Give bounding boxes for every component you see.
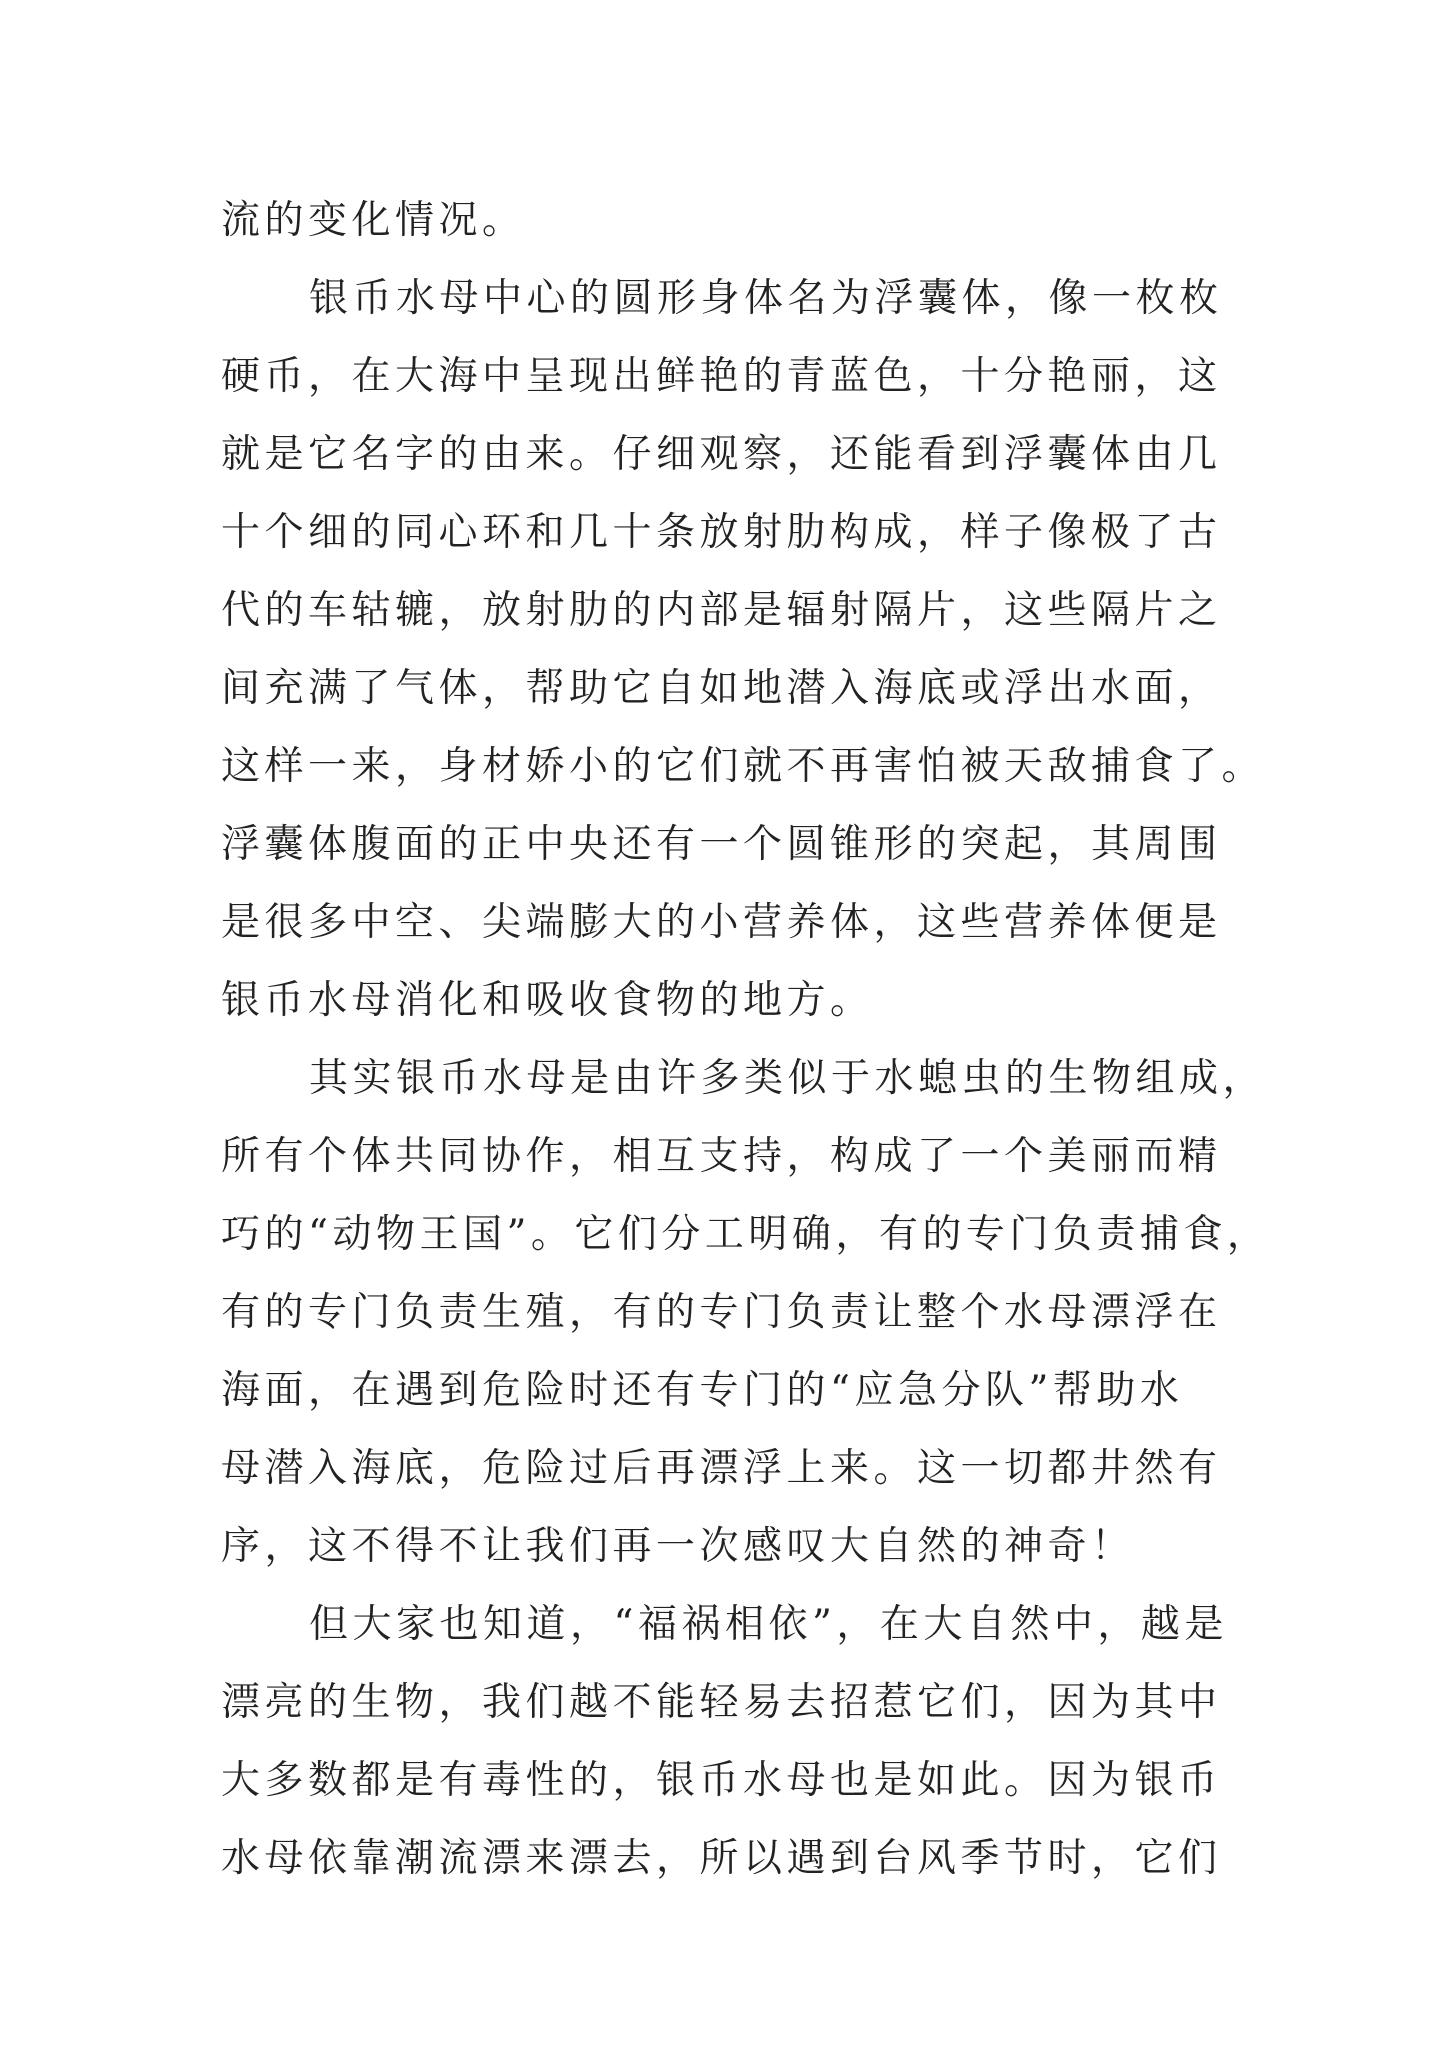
- text-line: 其实银币水母是由许多类似于水螅虫的生物组成，: [309, 1056, 1267, 1101]
- text-line: 代的车轱辘，放射肋的内部是辐射隔片，这些隔片之: [221, 588, 1222, 633]
- text-line: 巧的“动物王国”。它们分工明确，有的专门负责捕食，: [221, 1212, 1271, 1257]
- text-line: 水母依靠潮流漂来漂去，所以遇到台风季节时，它们: [221, 1836, 1222, 1881]
- paragraph-continuation: [221, 182, 1241, 260]
- text-line: 是很多中空、尖端膨大的小营养体，这些营养体便是: [221, 900, 1222, 945]
- paragraph-colony: [221, 1040, 1271, 1586]
- text-line: 所有个体共同协作，相互支持，构成了一个美丽而精: [221, 1134, 1222, 1179]
- text-line: 海面，在遇到危险时还有专门的“应急分队”帮助水: [221, 1368, 1184, 1413]
- text-line: 漂亮的生物，我们越不能轻易去招惹它们，因为其中: [221, 1680, 1222, 1725]
- paragraph-float-body: [221, 260, 1266, 1040]
- text-line: 母潜入海底，危险过后再漂浮上来。这一切都井然有: [221, 1446, 1222, 1491]
- text-line: 银币水母消化和吸收食物的地方。: [221, 978, 874, 1023]
- text-line: 硬币，在大海中呈现出鲜艳的青蓝色，十分艳丽，这: [221, 354, 1222, 399]
- text-line: 十个细的同心环和几十条放射肋构成，样子像极了古: [221, 510, 1222, 555]
- text-line: 流的变化情况。: [221, 198, 526, 243]
- text-line: 有的专门负责生殖，有的专门负责让整个水母漂浮在: [221, 1290, 1222, 1335]
- text-line: 但大家也知道，“福祸相依”，在大自然中，越是: [309, 1602, 1228, 1647]
- text-line: 间充满了气体，帮助它自如地潜入海底或浮出水面，: [221, 666, 1222, 711]
- article-body: [221, 182, 1271, 1898]
- text-line: 就是它名字的由来。仔细观察，还能看到浮囊体由几: [221, 432, 1222, 477]
- text-line: 序，这不得不让我们再一次感叹大自然的神奇！: [221, 1524, 1135, 1569]
- text-line: 这样一来，身材娇小的它们就不再害怕被天敌捕食了。: [221, 744, 1266, 789]
- text-line: 浮囊体腹面的正中央还有一个圆锥形的突起，其周围: [221, 822, 1222, 867]
- text-line: 大多数都是有毒性的，银币水母也是如此。因为银币: [221, 1758, 1222, 1803]
- paragraph-toxicity: [221, 1586, 1241, 1898]
- text-line: 银币水母中心的圆形身体名为浮囊体，像一枚枚: [309, 276, 1223, 321]
